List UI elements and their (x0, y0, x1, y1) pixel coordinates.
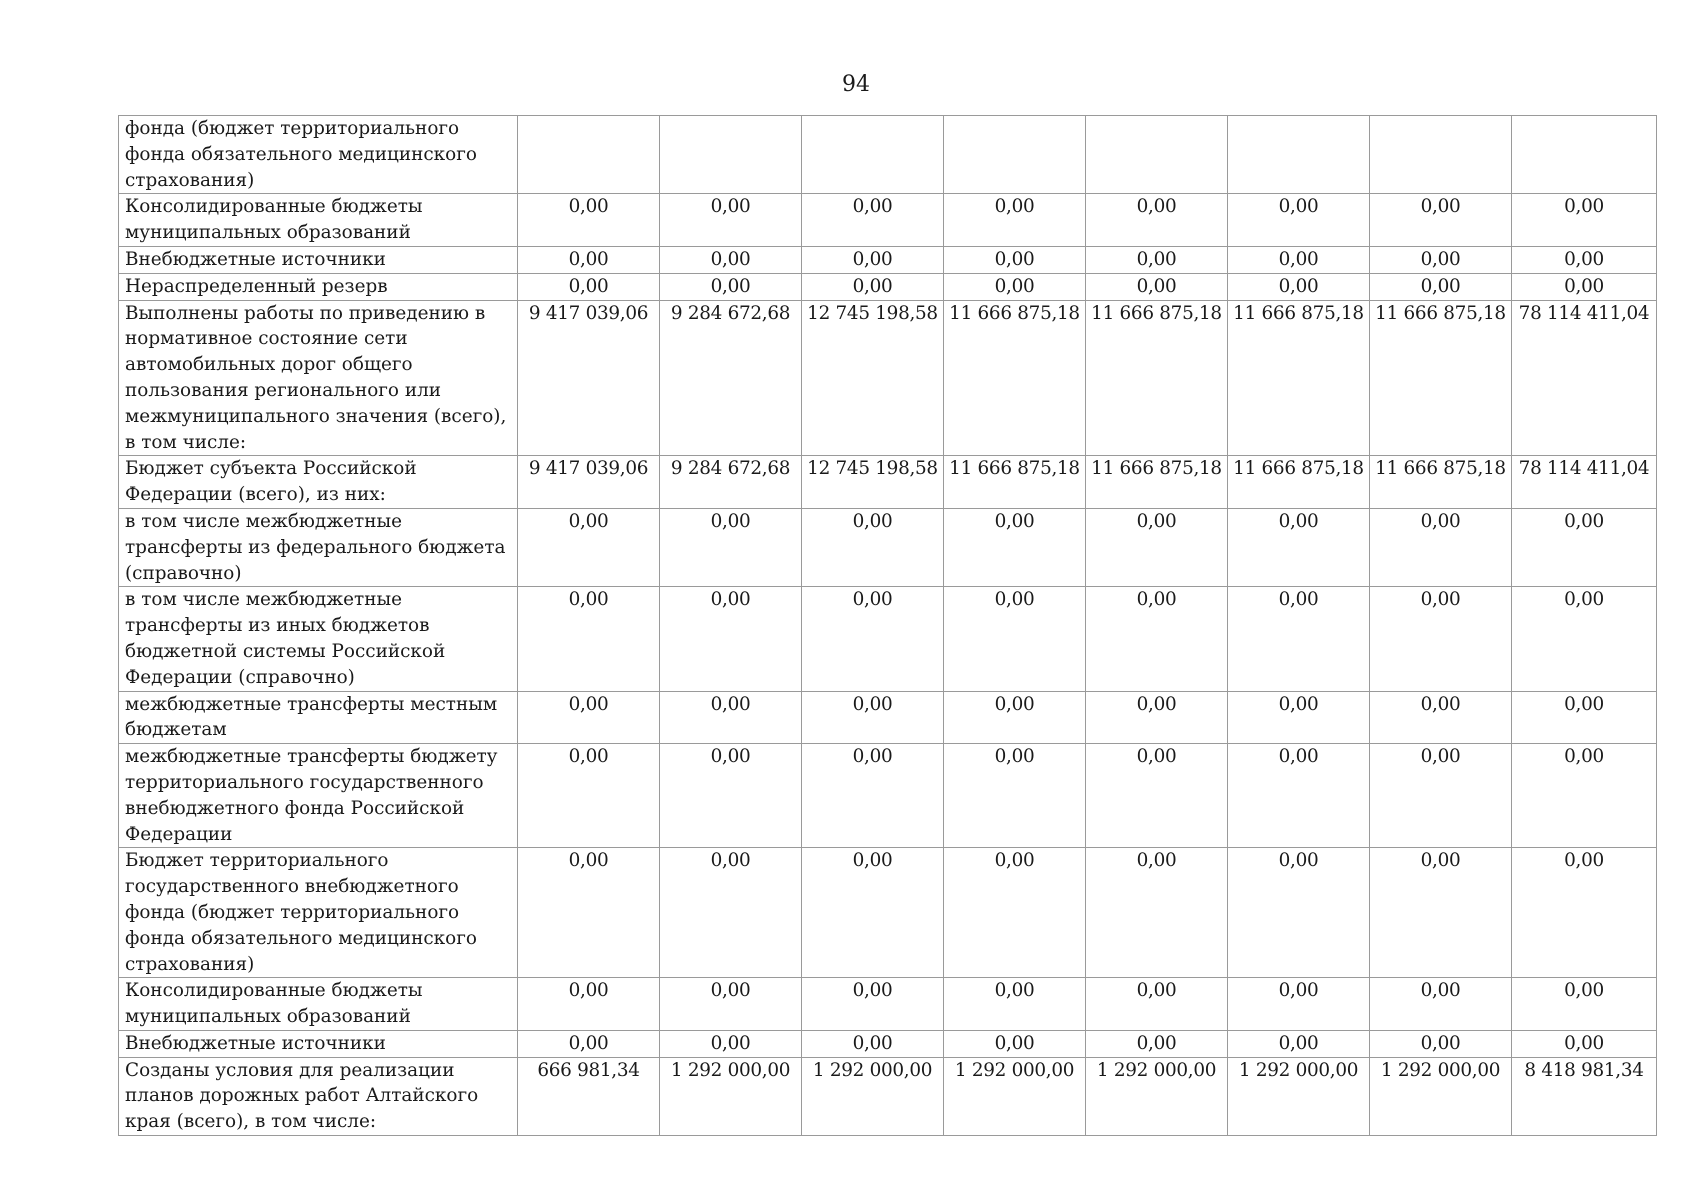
table-row (119, 587, 1657, 691)
value-cell: 11 666 875,18 (1228, 456, 1370, 509)
value-cell: 0,00 (518, 691, 660, 744)
value-cell: 0,00 (660, 508, 802, 586)
value-cell: 0,00 (518, 744, 660, 848)
value-cell: 0,00 (802, 848, 944, 978)
value-cell: 0,00 (518, 587, 660, 691)
value-cell: 0,00 (1086, 1030, 1228, 1057)
value-cell: 0,00 (660, 587, 802, 691)
value-cell (1228, 116, 1370, 194)
value-cell: 0,00 (1370, 587, 1512, 691)
value-cell: 0,00 (660, 848, 802, 978)
value-cell (660, 116, 802, 194)
value-cell: 9 284 672,68 (660, 300, 802, 456)
value-cell (518, 116, 660, 194)
value-cell: 0,00 (1086, 273, 1228, 300)
value-cell: 0,00 (1370, 246, 1512, 273)
value-cell: 0,00 (1228, 978, 1370, 1031)
value-cell: 0,00 (802, 978, 944, 1031)
value-cell: 0,00 (1086, 508, 1228, 586)
value-cell: 0,00 (660, 744, 802, 848)
value-cell: 0,00 (518, 978, 660, 1031)
table-row (119, 246, 1657, 273)
table-row (119, 848, 1657, 978)
value-cell: 0,00 (1512, 587, 1657, 691)
row-label: Внебюджетные источники (119, 246, 518, 273)
value-cell: 0,00 (802, 744, 944, 848)
budget-table-body (119, 116, 1657, 1136)
value-cell: 0,00 (1086, 246, 1228, 273)
value-cell: 0,00 (1512, 508, 1657, 586)
value-cell: 12 745 198,58 (802, 456, 944, 509)
value-cell: 0,00 (1228, 691, 1370, 744)
row-label: Выполнены работы по приведению в нормативное состояние сети автомобильных дорог общего пользования регионального или межмуниципального значения (всего), в том числе: (119, 300, 518, 456)
value-cell: 0,00 (802, 194, 944, 247)
value-cell (1370, 116, 1512, 194)
row-label: межбюджетные трансферты местным бюджетам (119, 691, 518, 744)
row-label: Внебюджетные источники (119, 1030, 518, 1057)
table-row (119, 1057, 1657, 1135)
row-label: в том числе межбюджетные трансферты из иных бюджетов бюджетной системы Российской Федерации (справочно) (119, 587, 518, 691)
value-cell: 0,00 (1512, 273, 1657, 300)
value-cell: 0,00 (802, 1030, 944, 1057)
row-label: Нераспределенный резерв (119, 273, 518, 300)
value-cell: 1 292 000,00 (660, 1057, 802, 1135)
table-row (119, 744, 1657, 848)
row-label: Бюджет субъекта Российской Федерации (всего), из них: (119, 456, 518, 509)
value-cell (1512, 116, 1657, 194)
value-cell: 0,00 (944, 1030, 1086, 1057)
value-cell: 0,00 (1370, 978, 1512, 1031)
row-label: Созданы условия для реализации планов дорожных работ Алтайского края (всего), в том числе: (119, 1057, 518, 1135)
value-cell: 0,00 (1228, 744, 1370, 848)
value-cell: 0,00 (1370, 848, 1512, 978)
value-cell: 0,00 (1512, 246, 1657, 273)
value-cell (944, 116, 1086, 194)
table-row (119, 978, 1657, 1031)
value-cell: 666 981,34 (518, 1057, 660, 1135)
value-cell: 78 114 411,04 (1512, 300, 1657, 456)
value-cell: 0,00 (1370, 744, 1512, 848)
row-label: в том числе межбюджетные трансферты из федерального бюджета (справочно) (119, 508, 518, 586)
value-cell: 0,00 (660, 246, 802, 273)
value-cell: 0,00 (1228, 587, 1370, 691)
value-cell: 0,00 (1512, 691, 1657, 744)
table-row (119, 273, 1657, 300)
value-cell: 0,00 (944, 744, 1086, 848)
value-cell: 1 292 000,00 (802, 1057, 944, 1135)
value-cell: 1 292 000,00 (1370, 1057, 1512, 1135)
value-cell: 0,00 (1370, 273, 1512, 300)
value-cell: 0,00 (944, 691, 1086, 744)
value-cell: 0,00 (660, 194, 802, 247)
value-cell: 0,00 (1512, 848, 1657, 978)
value-cell: 0,00 (944, 246, 1086, 273)
value-cell: 0,00 (802, 587, 944, 691)
value-cell: 0,00 (944, 273, 1086, 300)
row-label: межбюджетные трансферты бюджету территориального государственного внебюджетного фонда Российской Федерации (119, 744, 518, 848)
table-row (119, 194, 1657, 247)
value-cell: 11 666 875,18 (1086, 456, 1228, 509)
value-cell: 0,00 (802, 246, 944, 273)
page-number: 94 (842, 72, 870, 97)
value-cell: 1 292 000,00 (1086, 1057, 1228, 1135)
value-cell: 0,00 (944, 978, 1086, 1031)
table-row (119, 456, 1657, 509)
value-cell: 11 666 875,18 (944, 456, 1086, 509)
value-cell: 0,00 (518, 273, 660, 300)
value-cell: 0,00 (1512, 194, 1657, 247)
value-cell (802, 116, 944, 194)
value-cell: 0,00 (660, 273, 802, 300)
value-cell: 11 666 875,18 (1228, 300, 1370, 456)
value-cell: 0,00 (518, 194, 660, 247)
budget-table (118, 115, 1657, 1136)
value-cell: 0,00 (1086, 848, 1228, 978)
value-cell: 0,00 (1086, 744, 1228, 848)
value-cell: 0,00 (518, 1030, 660, 1057)
value-cell: 0,00 (1370, 194, 1512, 247)
row-label: фонда (бюджет территориального фонда обязательного медицинского страхования) (119, 116, 518, 194)
table-row (119, 300, 1657, 456)
value-cell: 0,00 (518, 246, 660, 273)
table-row (119, 691, 1657, 744)
value-cell: 0,00 (1086, 691, 1228, 744)
value-cell: 0,00 (944, 508, 1086, 586)
value-cell: 0,00 (1086, 587, 1228, 691)
value-cell: 9 417 039,06 (518, 456, 660, 509)
value-cell: 0,00 (660, 1030, 802, 1057)
value-cell: 12 745 198,58 (802, 300, 944, 456)
table-row (119, 508, 1657, 586)
value-cell: 0,00 (1228, 1030, 1370, 1057)
value-cell: 1 292 000,00 (944, 1057, 1086, 1135)
value-cell: 0,00 (802, 273, 944, 300)
value-cell: 9 417 039,06 (518, 300, 660, 456)
value-cell: 0,00 (1512, 744, 1657, 848)
row-label: Консолидированные бюджеты муниципальных образований (119, 194, 518, 247)
row-label: Бюджет территориального государственного внебюджетного фонда (бюджет территориального фонда обязательного медицинского страхования) (119, 848, 518, 978)
value-cell: 0,00 (1086, 978, 1228, 1031)
value-cell: 0,00 (518, 508, 660, 586)
value-cell: 11 666 875,18 (1086, 300, 1228, 456)
value-cell: 0,00 (1228, 848, 1370, 978)
value-cell: 0,00 (1228, 273, 1370, 300)
value-cell: 0,00 (1370, 1030, 1512, 1057)
value-cell: 0,00 (1370, 691, 1512, 744)
value-cell: 0,00 (1228, 194, 1370, 247)
value-cell: 0,00 (1512, 978, 1657, 1031)
table-row (119, 1030, 1657, 1057)
value-cell: 0,00 (1370, 508, 1512, 586)
value-cell: 0,00 (1086, 194, 1228, 247)
value-cell: 0,00 (802, 508, 944, 586)
table-row (119, 116, 1657, 194)
value-cell: 1 292 000,00 (1228, 1057, 1370, 1135)
value-cell: 78 114 411,04 (1512, 456, 1657, 509)
row-label: Консолидированные бюджеты муниципальных образований (119, 978, 518, 1031)
value-cell: 0,00 (944, 194, 1086, 247)
value-cell: 0,00 (944, 848, 1086, 978)
value-cell (1086, 116, 1228, 194)
value-cell: 0,00 (944, 587, 1086, 691)
value-cell: 11 666 875,18 (1370, 300, 1512, 456)
value-cell: 0,00 (1228, 508, 1370, 586)
value-cell: 0,00 (660, 978, 802, 1031)
value-cell: 8 418 981,34 (1512, 1057, 1657, 1135)
value-cell: 0,00 (1512, 1030, 1657, 1057)
value-cell: 0,00 (1228, 246, 1370, 273)
value-cell: 0,00 (518, 848, 660, 978)
value-cell: 0,00 (802, 691, 944, 744)
value-cell: 11 666 875,18 (944, 300, 1086, 456)
value-cell: 9 284 672,68 (660, 456, 802, 509)
value-cell: 11 666 875,18 (1370, 456, 1512, 509)
value-cell: 0,00 (660, 691, 802, 744)
